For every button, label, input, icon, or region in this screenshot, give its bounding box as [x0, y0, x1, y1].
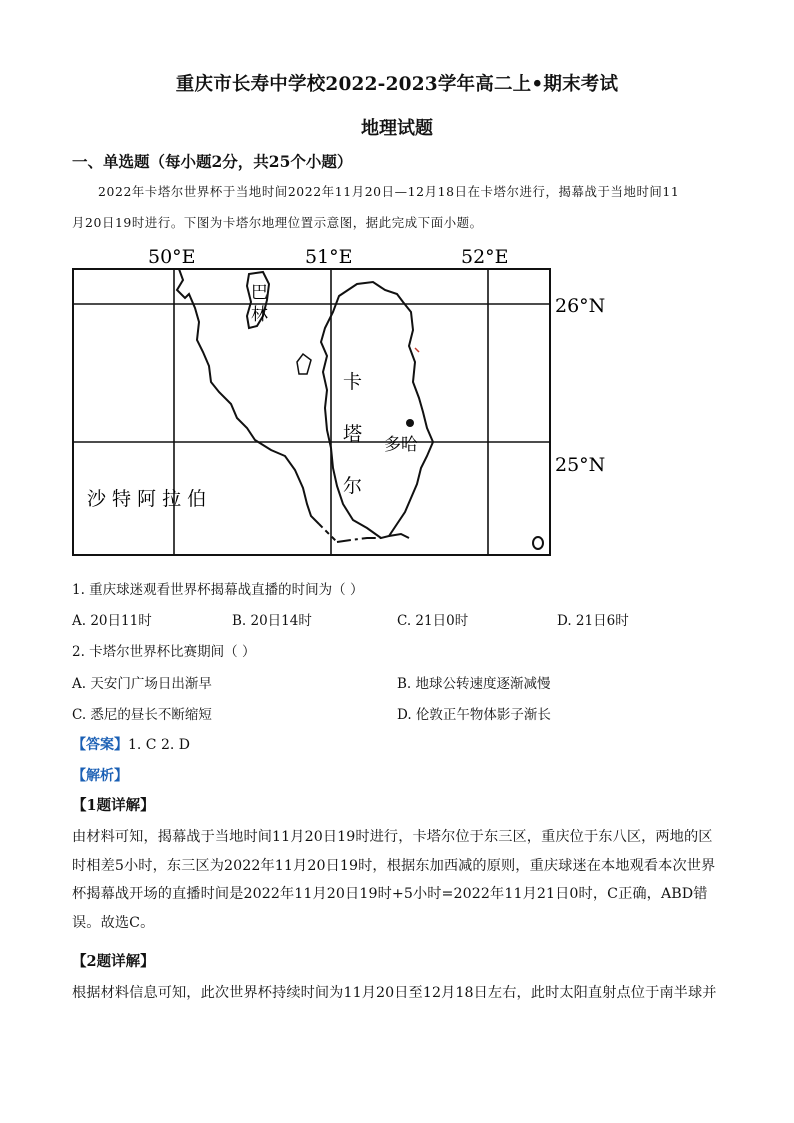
answer-text: 1. C 2. D: [128, 737, 191, 753]
detail-1-body: [72, 823, 722, 937]
detail-2-body: [72, 979, 722, 1008]
question-2-option-c: C. 悉尼的昼长不断缩短: [72, 707, 212, 723]
question-2-option-a: A. 天安门广场日出渐早: [72, 676, 212, 692]
question-1-option-b: B. 20日14时: [232, 613, 312, 629]
small-island: [297, 354, 311, 374]
qatar-label-2: 塔: [343, 423, 363, 445]
saudi-arabia-label: 沙 特 阿 拉 伯: [87, 488, 207, 510]
lat-label-26: 26°N: [555, 295, 606, 317]
analysis-tag: 【解析】: [72, 768, 128, 784]
southern-coast: [389, 534, 409, 538]
border-line: [319, 524, 337, 542]
qatar-label-1: 卡: [343, 371, 363, 393]
detail-1-line-4: 误。故选C。: [72, 914, 155, 931]
red-mark: [415, 348, 419, 352]
question-2-stem: 2. 卡塔尔世界杯比赛期间（ ）: [72, 644, 256, 660]
page-subtitle: 地理试题: [361, 118, 433, 139]
intro-paragraph: [72, 176, 726, 238]
small-islet: [533, 537, 543, 549]
qatar-label-3: 尔: [343, 475, 363, 497]
question-1-option-c: C. 21日0时: [397, 613, 469, 629]
doha-city-dot: [406, 419, 414, 427]
analysis-line: [72, 765, 128, 785]
bahrain-label-1: 巴: [251, 283, 268, 303]
question-1-stem: 1. 重庆球迷观看世界杯揭幕战直播的时间为（ ）: [72, 582, 364, 598]
detail-1-header: 【1题详解】: [72, 797, 155, 814]
detail-2-line-1: 根据材料信息可知，此次世界杯持续时间为11月20日至12月18日左右，此时太阳直射点位于南半球并: [72, 985, 717, 1001]
lon-label-50: 50°E: [148, 246, 196, 268]
qatar-peninsula: [321, 282, 433, 538]
saudi-coastline: [177, 269, 319, 524]
intro-line-1: 2022年卡塔尔世界杯于当地时间2022年11月20日—12月18日在卡塔尔进行，揭幕战于当地时间11: [98, 184, 680, 199]
lon-label-52: 52°E: [461, 246, 509, 268]
section-heading: 一、单选题（每小题2分，共25个小题）: [72, 152, 353, 171]
qatar-saudi-border: [337, 538, 381, 542]
bahrain-label-2: 林: [251, 305, 268, 325]
detail-1-line-2: 时相差5小时，东三区为2022年11月20日19时，根据东加西减的原则，重庆球迷在本地观看本次世界: [72, 857, 716, 874]
question-1-option-d: D. 21日6时: [557, 613, 629, 629]
detail-1-line-3: 杯揭幕战开场的直播时间是2022年11月20日19时+5小时=2022年11月21日0时，C正确，ABD错: [72, 886, 708, 902]
question-2-option-b: B. 地球公转速度逐渐减慢: [397, 676, 551, 692]
detail-1-line-1: 由材料可知，揭幕战于当地时间11月20日19时进行，卡塔尔位于东三区，重庆位于东八区，两地的区: [72, 829, 713, 845]
question-1-option-a: A. 20日11时: [72, 613, 152, 629]
detail-2-header: 【2题详解】: [72, 953, 155, 970]
map-frame: [73, 269, 550, 555]
intro-line-2: 月20日19时进行。下图为卡塔尔地理位置示意图，据此完成下面小题。: [72, 215, 483, 230]
question-2-option-d: D. 伦敦正午物体影子渐长: [397, 707, 551, 723]
answer-tag: 【答案】: [72, 737, 128, 753]
answer-line: [72, 734, 190, 754]
qatar-location-map: [71, 242, 611, 558]
lat-label-25: 25°N: [555, 454, 606, 476]
page-title: 重庆市长寿中学校2022-2023学年高二上•期末考试: [175, 74, 619, 95]
lon-label-51: 51°E: [305, 246, 353, 268]
doha-label: 多哈: [384, 435, 418, 455]
